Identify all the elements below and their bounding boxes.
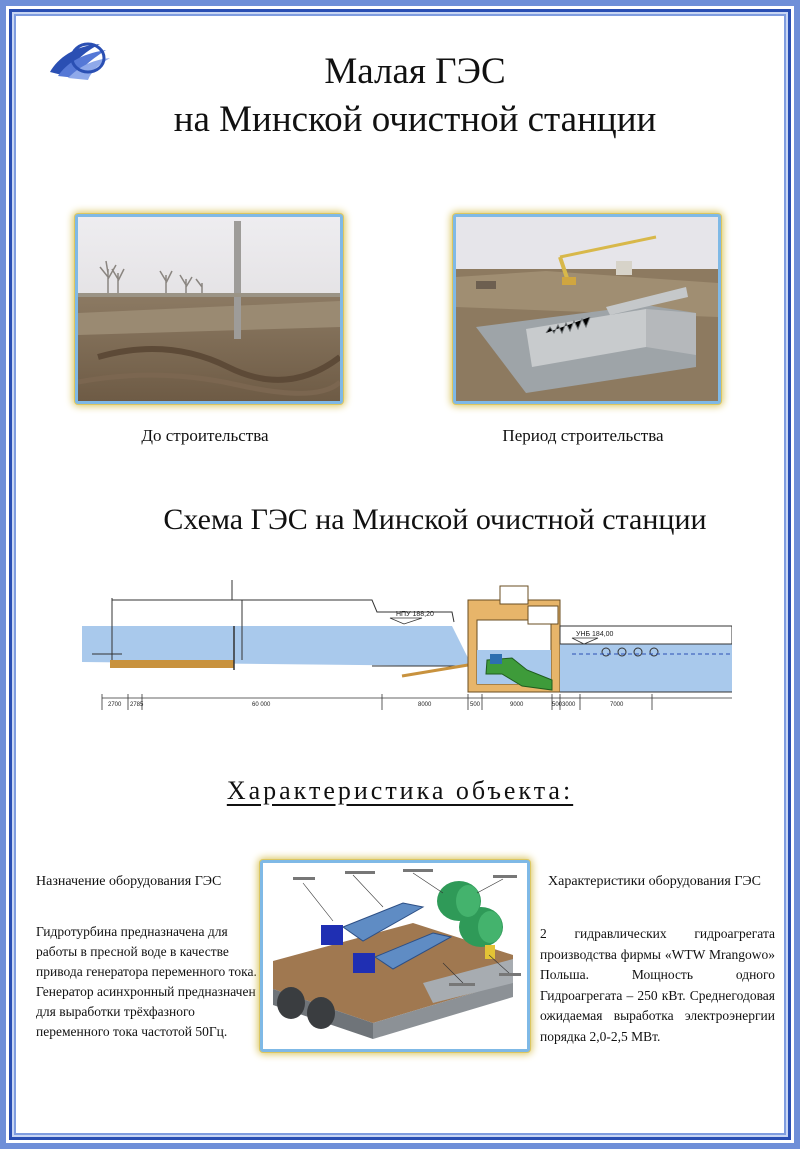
caption-during-construction: Период строительства [502, 426, 664, 445]
characteristics-heading-text: Характеристика объекта: [226, 776, 574, 805]
equipment-purpose-heading: Назначение оборудования ГЭС [36, 874, 222, 889]
dimension-1: 2785 [130, 702, 144, 708]
equipment-purpose-text: Гидротурбина предназначена для работы в пресной воде в качестве привода генератора переменного тока. Генератор асинхронный предназначен для выработки трёхфазного переменного тока частотой 50Гц. [36, 924, 257, 1039]
dimension-4: 500 [470, 702, 481, 708]
characteristics-heading [110, 776, 690, 806]
dimension-7: 3000 [562, 702, 576, 708]
level-upper-label: НПУ 188,20 [396, 611, 434, 618]
dimension-0: 2700 [108, 702, 122, 708]
dimension-3: 8000 [418, 702, 432, 708]
page-title-line1: Малая ГЭС [324, 51, 506, 92]
level-lower-label: УНБ 184,00 [576, 631, 614, 638]
photo-before-construction [75, 214, 343, 404]
dimension-6: 500 [552, 702, 563, 708]
equipment-specs-heading: Характеристики оборудования ГЭС [548, 874, 762, 889]
company-logo-icon [44, 38, 114, 82]
equipment-specs-text: 2 гидравлических гидроагрегата производства фирмы «WTW Mrangowo» Польша. Мощность одного Гидроагрегата – 250 кВт. Среднегодовая ожидаемая выработка электроэнергии порядка 2,0-2,5 МВт. [540, 926, 775, 1044]
equipment-illustration [260, 860, 530, 1052]
hpp-scheme-diagram [82, 570, 732, 720]
dimension-8: 7000 [610, 702, 624, 708]
photo-during-construction [453, 214, 721, 404]
dimension-2: 60 000 [252, 702, 271, 708]
page-title-line2: на Минской очистной станции [173, 99, 657, 140]
dimension-5: 9000 [510, 702, 524, 708]
scheme-title: Схема ГЭС на Минской очистной станции [163, 503, 707, 536]
caption-before-construction: До строительства [141, 426, 269, 445]
